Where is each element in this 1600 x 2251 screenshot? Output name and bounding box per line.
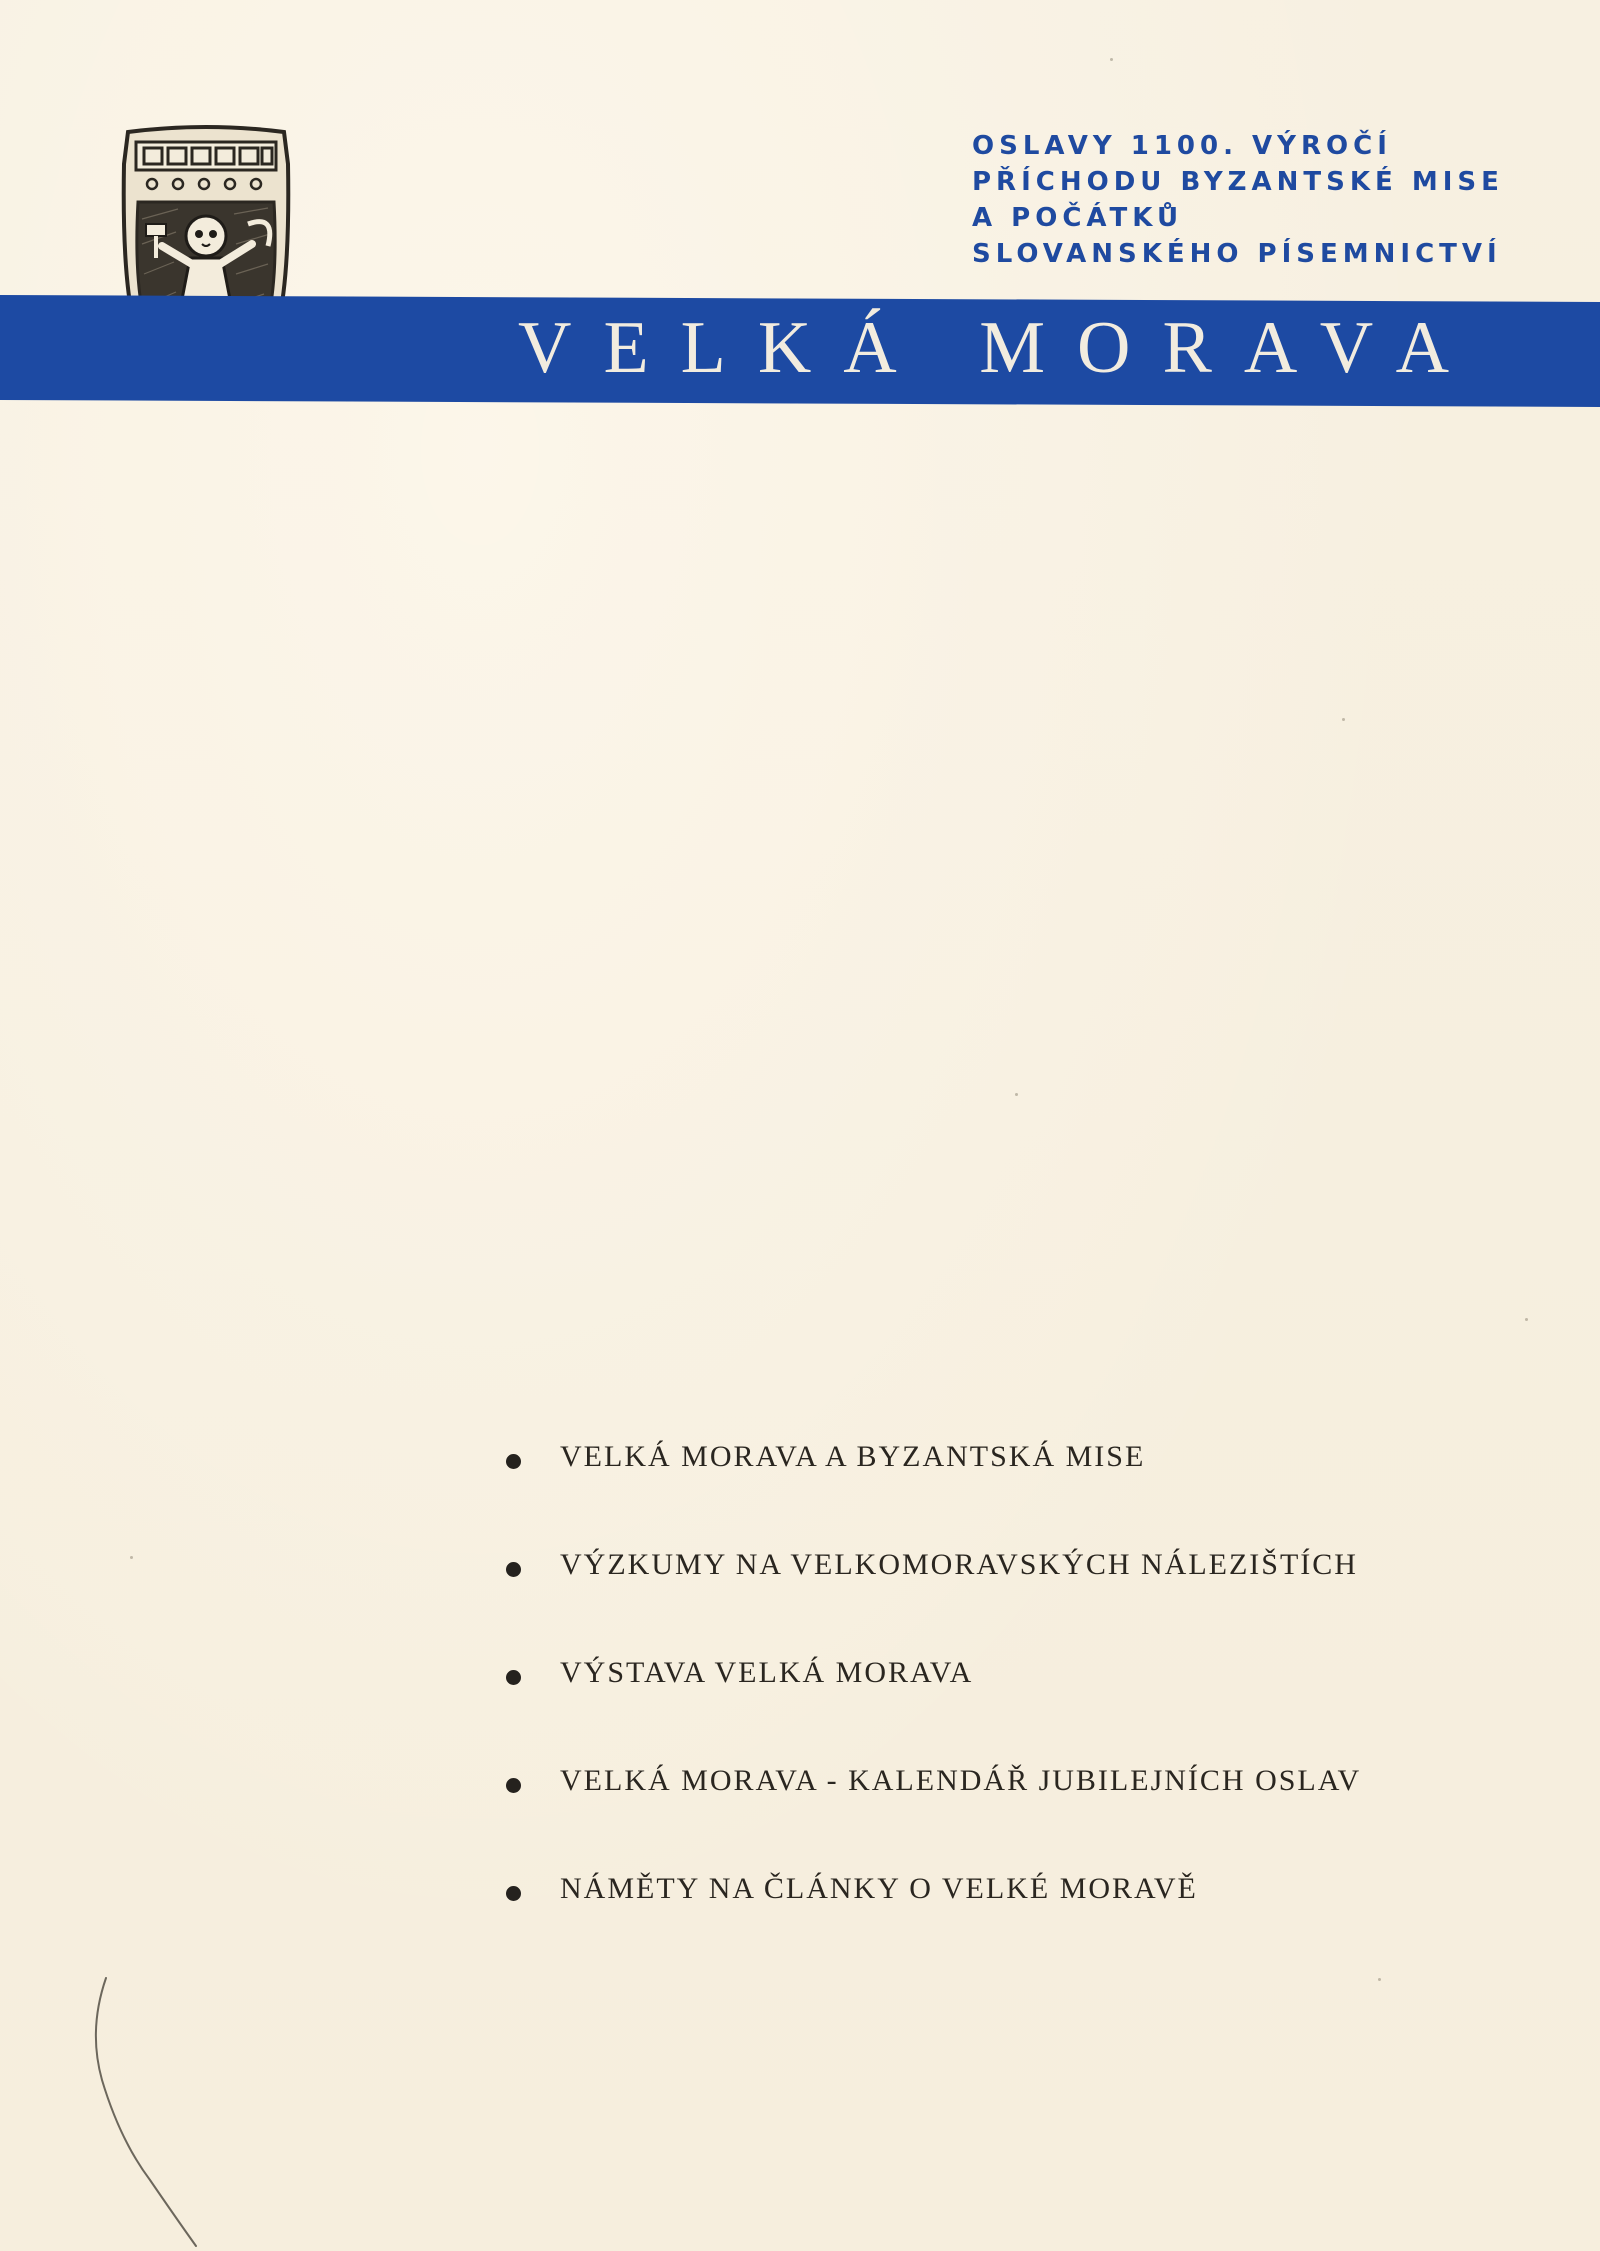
page-title: VELKÁ MORAVA [518, 307, 1482, 389]
list-item [500, 1656, 1500, 1764]
list-item [500, 1548, 1500, 1656]
list-item-label: NÁMĚTY NA ČLÁNKY O VELKÉ MORAVĚ [560, 1872, 1198, 1905]
paper-speck [1525, 1318, 1528, 1321]
bullet-icon [506, 1778, 521, 1793]
contents-list [500, 1440, 1500, 1980]
paper-speck [1110, 58, 1113, 61]
paper-speck [1015, 1093, 1018, 1096]
pencil-mark [80, 1970, 220, 2251]
list-item-label: VELKÁ MORAVA A BYZANTSKÁ MISE [560, 1440, 1146, 1473]
subtitle-line: OSLAVY 1100. VÝROČÍ [972, 131, 1392, 161]
paper-speck [130, 1556, 133, 1559]
list-item-label: VÝSTAVA VELKÁ MORAVA [560, 1656, 974, 1689]
subtitle-line: A POČÁTKŮ [972, 203, 1184, 233]
list-item-label: VELKÁ MORAVA - KALENDÁŘ JUBILEJNÍCH OSLAV [560, 1764, 1362, 1797]
bullet-icon [506, 1886, 521, 1901]
bullet-icon [506, 1454, 521, 1469]
bullet-icon [506, 1562, 521, 1577]
list-item-label: VÝZKUMY NA VELKOMORAVSKÝCH NÁLEZIŠTÍCH [560, 1548, 1358, 1581]
paper-speck [1342, 718, 1345, 721]
subtitle-block [972, 128, 1572, 272]
list-item [500, 1872, 1500, 1980]
paper-speck [1378, 1978, 1381, 1981]
bullet-icon [506, 1670, 521, 1685]
subtitle-line: PŘÍCHODU BYZANTSKÉ MISE [972, 167, 1504, 197]
list-item [500, 1440, 1500, 1548]
list-item [500, 1764, 1500, 1872]
subtitle-line: SLOVANSKÉHO PÍSEMNICTVÍ [972, 239, 1502, 269]
